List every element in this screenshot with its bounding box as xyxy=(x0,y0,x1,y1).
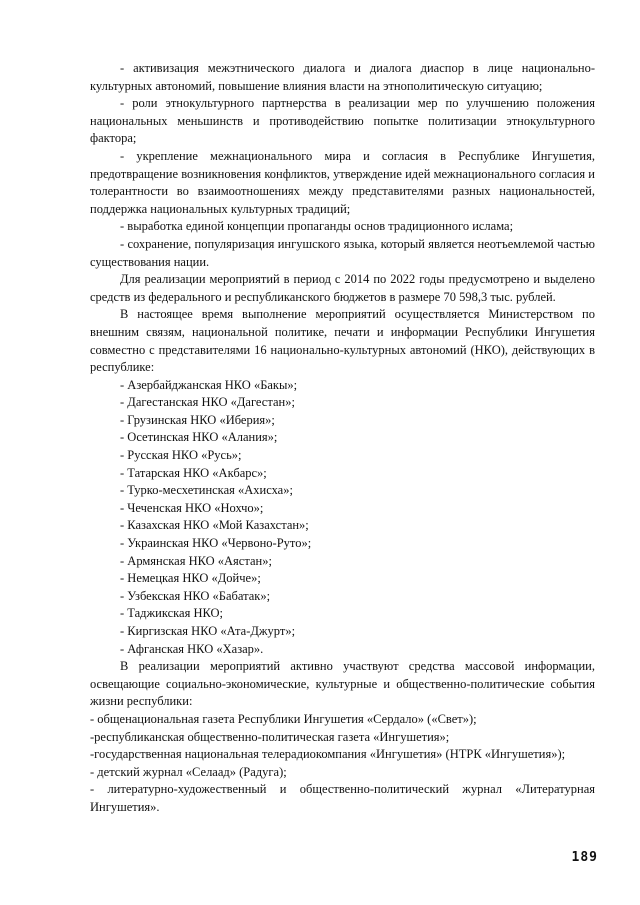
list-item: - Узбекская НКО «Бабатак»; xyxy=(120,588,271,603)
goal-item: - активизация межэтнического диалога и диалога диаспор в лице национально-культурных автономий, повышение влияния власти на этнополитическую ситуацию; xyxy=(90,61,595,93)
goal-item: - сохранение, популяризация ингушского языка, который является неотъемлемой частью существования нации. xyxy=(90,236,595,269)
list-item: - Чеченская НКО «Нохчо»; xyxy=(120,500,264,515)
document-body xyxy=(90,60,595,817)
list-item: - литературно-художественный и общественно-политический журнал «Литературная Ингушетия». xyxy=(90,782,595,814)
list-item: - общенациональная газета Республики Ингушетия «Сердало» («Свет»); xyxy=(90,711,477,726)
list-item: - Осетинская НКО «Алания»; xyxy=(120,430,278,445)
goal-item: - укрепление межнационального мира и согласия в Республике Ингушетия, предотвращение возникновения конфликтов, утверждение идей межнационального согласия и толерантности во взаимоотношениях между представителями разных национальностей, поддержка национальных культурных традиций; xyxy=(90,148,595,216)
list-item: - Русская НКО «Русь»; xyxy=(120,448,242,463)
media-paragraph: В реализации мероприятий активно участвуют средства массовой информации, освещающие социально-экономические, культурные и общественно-политические события жизни республики: xyxy=(90,659,595,709)
goal-item: - выработка единой концепции пропаганды основ традиционного ислама; xyxy=(120,219,514,234)
goal-item: - роли этнокультурного партнерства в реализации мер по улучшению положения национальных меньшинств и противодействию попытке политизации этнокультурного фактора; xyxy=(90,96,595,146)
list-item: -государственная национальная телерадиокомпания «Ингушетия» (НТРК «Ингушетия»); xyxy=(90,747,566,762)
ministry-paragraph: В настоящее время выполнение мероприятий осуществляется Министерством по внешним связям, национальной политике, печати и информации Республики Ингушетия совместно с представителями 16 национально-культурных автономий (НКО), действующих в республике: xyxy=(90,307,595,375)
list-item: - Казахская НКО «Мой Казахстан»; xyxy=(120,518,309,533)
list-item: - Дагестанская НКО «Дагестан»; xyxy=(120,395,295,410)
nko-list xyxy=(90,377,595,659)
funding-paragraph: Для реализации мероприятий в период с 2014 по 2022 годы предусмотрено и выделено средств из федерального и республиканского бюджетов в размере 70 598,3 тыс. рублей. xyxy=(90,272,595,304)
page-number: 189 xyxy=(571,850,598,865)
list-item: - Армянская НКО «Аястан»; xyxy=(120,553,272,568)
list-item: - Немецкая НКО «Дойче»; xyxy=(120,571,261,586)
list-item: - Турко-месхетинская «Ахисха»; xyxy=(120,483,293,498)
list-item: - детский журнал «Селаад» (Радуга); xyxy=(90,764,287,779)
list-item: - Афганская НКО «Хазар». xyxy=(120,641,264,656)
list-item: - Таджикская НКО; xyxy=(120,606,224,621)
list-item: - Азербайджанская НКО «Бакы»; xyxy=(120,377,298,392)
list-item: - Татарская НКО «Акбарс»; xyxy=(120,465,267,480)
list-item: -республиканская общественно-политическая газета «Ингушетия»; xyxy=(90,729,450,744)
media-list xyxy=(90,711,595,817)
list-item: - Киргизская НКО «Ата-Джурт»; xyxy=(120,624,296,638)
list-item: - Грузинская НКО «Иберия»; xyxy=(120,412,275,427)
list-item: - Украинская НКО «Червоно-Руто»; xyxy=(120,536,312,551)
